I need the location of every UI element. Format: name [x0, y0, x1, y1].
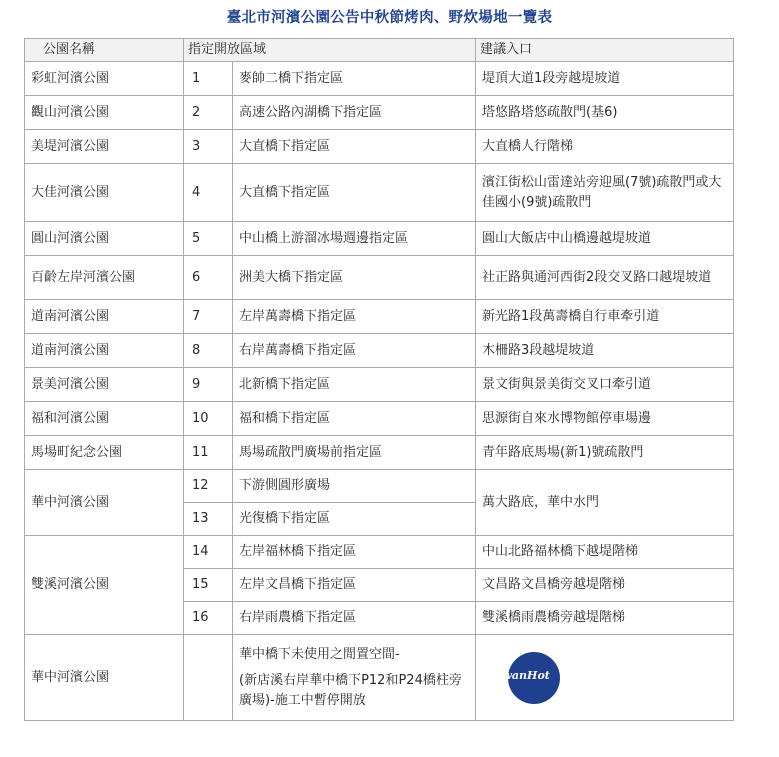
- row-number: 12: [184, 470, 233, 503]
- row-number: 13: [184, 503, 233, 536]
- designated-area: [233, 635, 476, 721]
- park-name: 雙溪河濱公園: [25, 536, 184, 635]
- table-row: [25, 256, 734, 300]
- suggested-entrance: 中山北路福林橋下越堤階梯: [476, 536, 734, 569]
- park-name: 大佳河濱公園: [25, 164, 184, 222]
- table-row: [25, 96, 734, 130]
- table-row: [25, 470, 734, 503]
- table-row: [25, 436, 734, 470]
- page-title: 臺北市河濱公園公告中秋節烤肉、野炊場地一覽表: [226, 10, 553, 26]
- designated-area: 中山橋上游溜冰場週邊指定區: [233, 222, 476, 256]
- row-number: 5: [184, 222, 233, 256]
- designated-area: 大直橋下指定區: [233, 130, 476, 164]
- row-number: 4: [184, 164, 233, 222]
- area-line-1: 華中橋下未使用之閒置空間-: [239, 646, 400, 662]
- logo-text: TaiwanHot: [484, 668, 550, 682]
- park-name: 華中河濱公園: [25, 635, 184, 721]
- suggested-entrance: 大直橋人行階梯: [476, 130, 734, 164]
- taiwanhot-logo: [482, 646, 727, 710]
- table-row: [25, 334, 734, 368]
- park-name: 華中河濱公園: [25, 470, 184, 536]
- park-name: 觀山河濱公園: [25, 96, 184, 130]
- suggested-entrance: 濱江街松山雷達站旁迎風(7號)疏散門或大佳國小(9號)疏散門: [476, 164, 734, 222]
- designated-area: 麥帥二橋下指定區: [233, 62, 476, 96]
- table-row: [25, 222, 734, 256]
- designated-area: 右岸雨農橋下指定區: [233, 602, 476, 635]
- designated-area: 左岸文昌橋下指定區: [233, 569, 476, 602]
- area-line-2: (新店溪右岸華中橋下P12和P24橋柱旁廣場)-施工中暫停開放: [239, 672, 462, 708]
- designated-area: 下游側圓形廣場: [233, 470, 476, 503]
- table-row: [25, 635, 734, 721]
- park-name: 彩虹河濱公園: [25, 62, 184, 96]
- designated-area: 北新橋下指定區: [233, 368, 476, 402]
- parks-table: [24, 38, 734, 721]
- designated-area: 左岸福林橋下指定區: [233, 536, 476, 569]
- row-number: 14: [184, 536, 233, 569]
- table-row: [25, 536, 734, 569]
- designated-area: 光復橋下指定區: [233, 503, 476, 536]
- suggested-entrance: 木柵路3段越堤坡道: [476, 334, 734, 368]
- row-number: [184, 635, 233, 721]
- row-number: 7: [184, 300, 233, 334]
- park-name: 道南河濱公園: [25, 334, 184, 368]
- table-row: [25, 368, 734, 402]
- row-number: 9: [184, 368, 233, 402]
- park-name: 圓山河濱公園: [25, 222, 184, 256]
- park-name: 百齡左岸河濱公園: [25, 256, 184, 300]
- designated-area: 大直橋下指定區: [233, 164, 476, 222]
- table-row: [25, 300, 734, 334]
- designated-area: 右岸萬壽橋下指定區: [233, 334, 476, 368]
- table-row: [25, 164, 734, 222]
- row-number: 10: [184, 402, 233, 436]
- row-number: 11: [184, 436, 233, 470]
- row-number: 6: [184, 256, 233, 300]
- row-number: 2: [184, 96, 233, 130]
- park-name: 景美河濱公園: [25, 368, 184, 402]
- table-row: [25, 402, 734, 436]
- suggested-entrance: 堤頂大道1段旁越堤坡道: [476, 62, 734, 96]
- row-number: 8: [184, 334, 233, 368]
- designated-area: 左岸萬壽橋下指定區: [233, 300, 476, 334]
- suggested-entrance: 思源街自來水博物館停車場邊: [476, 402, 734, 436]
- header-area: 指定開放區域: [184, 39, 476, 62]
- suggested-entrance: 文昌路文昌橋旁越堤階梯: [476, 569, 734, 602]
- table-row: [25, 62, 734, 96]
- park-name: 美堤河濱公園: [25, 130, 184, 164]
- table-row: [25, 130, 734, 164]
- suggested-entrance: 青年路底馬場(新1)號疏散門: [476, 436, 734, 470]
- row-number: 3: [184, 130, 233, 164]
- suggested-entrance: 塔悠路塔悠疏散門(基6): [476, 96, 734, 130]
- row-number: 15: [184, 569, 233, 602]
- row-number: 1: [184, 62, 233, 96]
- suggested-entrance: 景文街與景美街交叉口牽引道: [476, 368, 734, 402]
- row-number: 16: [184, 602, 233, 635]
- park-name: 道南河濱公園: [25, 300, 184, 334]
- logo-cell: [476, 635, 734, 721]
- header-entrance: 建議入口: [476, 39, 734, 62]
- designated-area: 馬場疏散門廣場前指定區: [233, 436, 476, 470]
- designated-area: 洲美大橋下指定區: [233, 256, 476, 300]
- designated-area: 福和橋下指定區: [233, 402, 476, 436]
- park-name: 福和河濱公園: [25, 402, 184, 436]
- suggested-entrance: 社正路與通河西街2段交叉路口越堤坡道: [476, 256, 734, 300]
- suggested-entrance: 新光路1段萬壽橋自行車牽引道: [476, 300, 734, 334]
- designated-area: 高速公路內湖橋下指定區: [233, 96, 476, 130]
- table-header-row: [25, 39, 734, 62]
- suggested-entrance: 雙溪橋雨農橋旁越堤階梯: [476, 602, 734, 635]
- suggested-entrance: 萬大路底，華中水門: [476, 470, 734, 536]
- park-name: 馬場町紀念公園: [25, 436, 184, 470]
- header-park: 公園名稱: [25, 39, 184, 62]
- suggested-entrance: 圓山大飯店中山橋邊越堤坡道: [476, 222, 734, 256]
